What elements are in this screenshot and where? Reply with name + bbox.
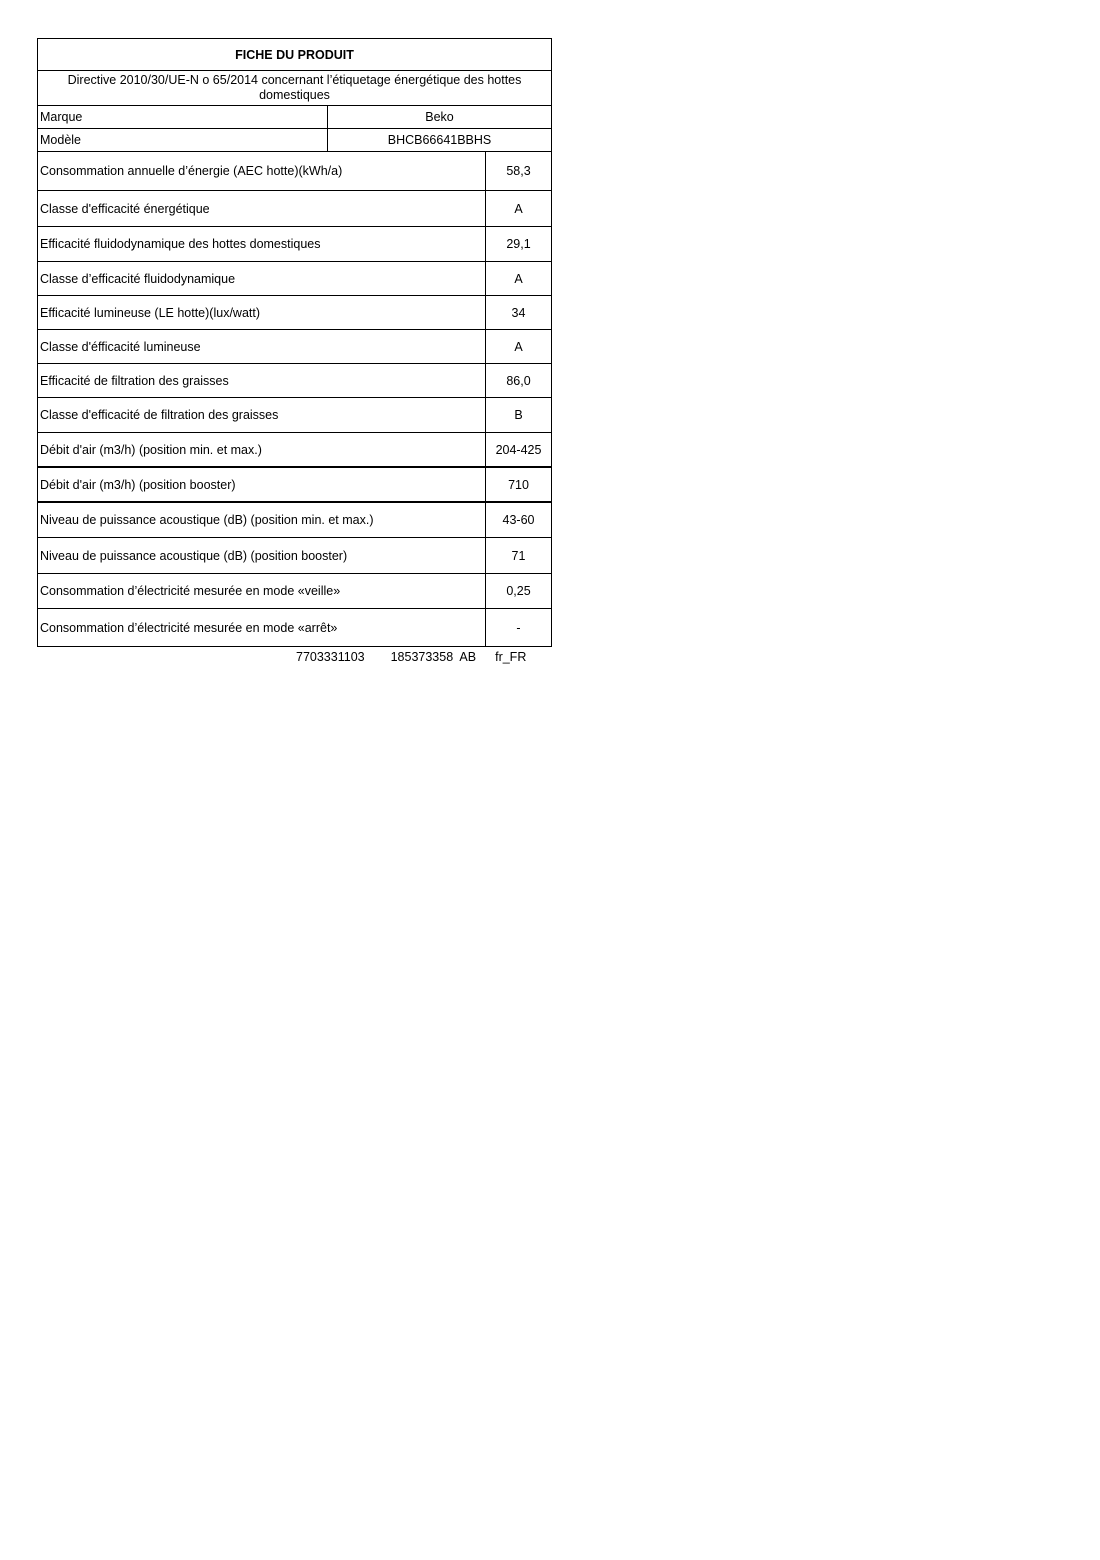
spec-value: 710 [508,477,529,492]
spec-value: 58,3 [506,164,531,178]
footer-code-2: 185373358 AB [390,650,477,664]
spec-row-annual-energy [38,152,551,191]
spec-value: 86,0 [506,373,531,388]
model-value: BHCB66641BBHS [387,133,492,147]
footer-code-1: 7703331103 [296,650,365,664]
spec-value: 34 [511,305,526,320]
model-label: Modèle [38,129,328,151]
brand-row [38,106,551,129]
spec-row-airflow-booster [38,468,551,503]
spec-label: Consommation d’électricité mesurée en mode «veille» [38,574,486,608]
spec-label: Débit d'air (m3/h) (position booster) [38,468,486,501]
spec-label: Efficacité fluidodynamique des hottes domestiques [38,227,486,261]
spec-label: Consommation annuelle d’énergie (AEC hotte)(kWh/a) [38,152,486,190]
spec-value: 0,25 [506,584,531,598]
spec-value: 71 [511,548,526,563]
spec-label: Débit d'air (m3/h) (position min. et max.) [38,433,486,466]
brand-value: Beko [425,110,454,124]
spec-row-grease-class [38,398,551,433]
spec-value: A [514,271,523,286]
spec-row-noise-booster [38,538,551,574]
spec-label: Efficacité lumineuse (LE hotte)(lux/watt) [38,296,486,329]
document-footer [296,650,526,664]
spec-row-light-class [38,330,551,364]
spec-value: 204-425 [495,442,542,457]
spec-row-light-efficiency [38,296,551,330]
spec-value: 29,1 [506,237,531,251]
directive-text: Directive 2010/30/UE-N o 65/2014 concernant l’étiquetage énergétique des hottes domestiques [38,71,551,106]
spec-value: A [514,201,523,216]
spec-label: Consommation d’électricité mesurée en mode «arrêt» [38,609,486,646]
spec-row-grease-efficiency [38,364,551,398]
spec-label: Classe d’efficacité fluidodynamique [38,262,486,295]
spec-label: Classe d'efficacité énergétique [38,191,486,226]
spec-value: 43-60 [502,513,535,527]
spec-row-energy-class [38,191,551,227]
spec-label: Classe d'efficacité de filtration des graisses [38,398,486,432]
spec-row-fluid-efficiency [38,227,551,262]
spec-row-standby-power [38,574,551,609]
spec-label: Niveau de puissance acoustique (dB) (position booster) [38,538,486,573]
spec-value: A [514,339,523,354]
fiche-title: FICHE DU PRODUIT [38,39,551,71]
brand-label: Marque [38,106,328,128]
spec-row-noise-minmax [38,503,551,538]
spec-value: - [516,620,521,635]
model-row [38,129,551,152]
product-fiche-table [37,38,552,647]
spec-row-fluid-class [38,262,551,296]
spec-label: Efficacité de filtration des graisses [38,364,486,397]
spec-row-airflow-minmax [38,433,551,468]
spec-label: Niveau de puissance acoustique (dB) (position min. et max.) [38,503,486,537]
spec-label: Classe d'éfficacité lumineuse [38,330,486,363]
spec-value: B [514,408,523,422]
spec-row-off-power [38,609,551,646]
footer-locale: fr_FR [495,650,527,664]
